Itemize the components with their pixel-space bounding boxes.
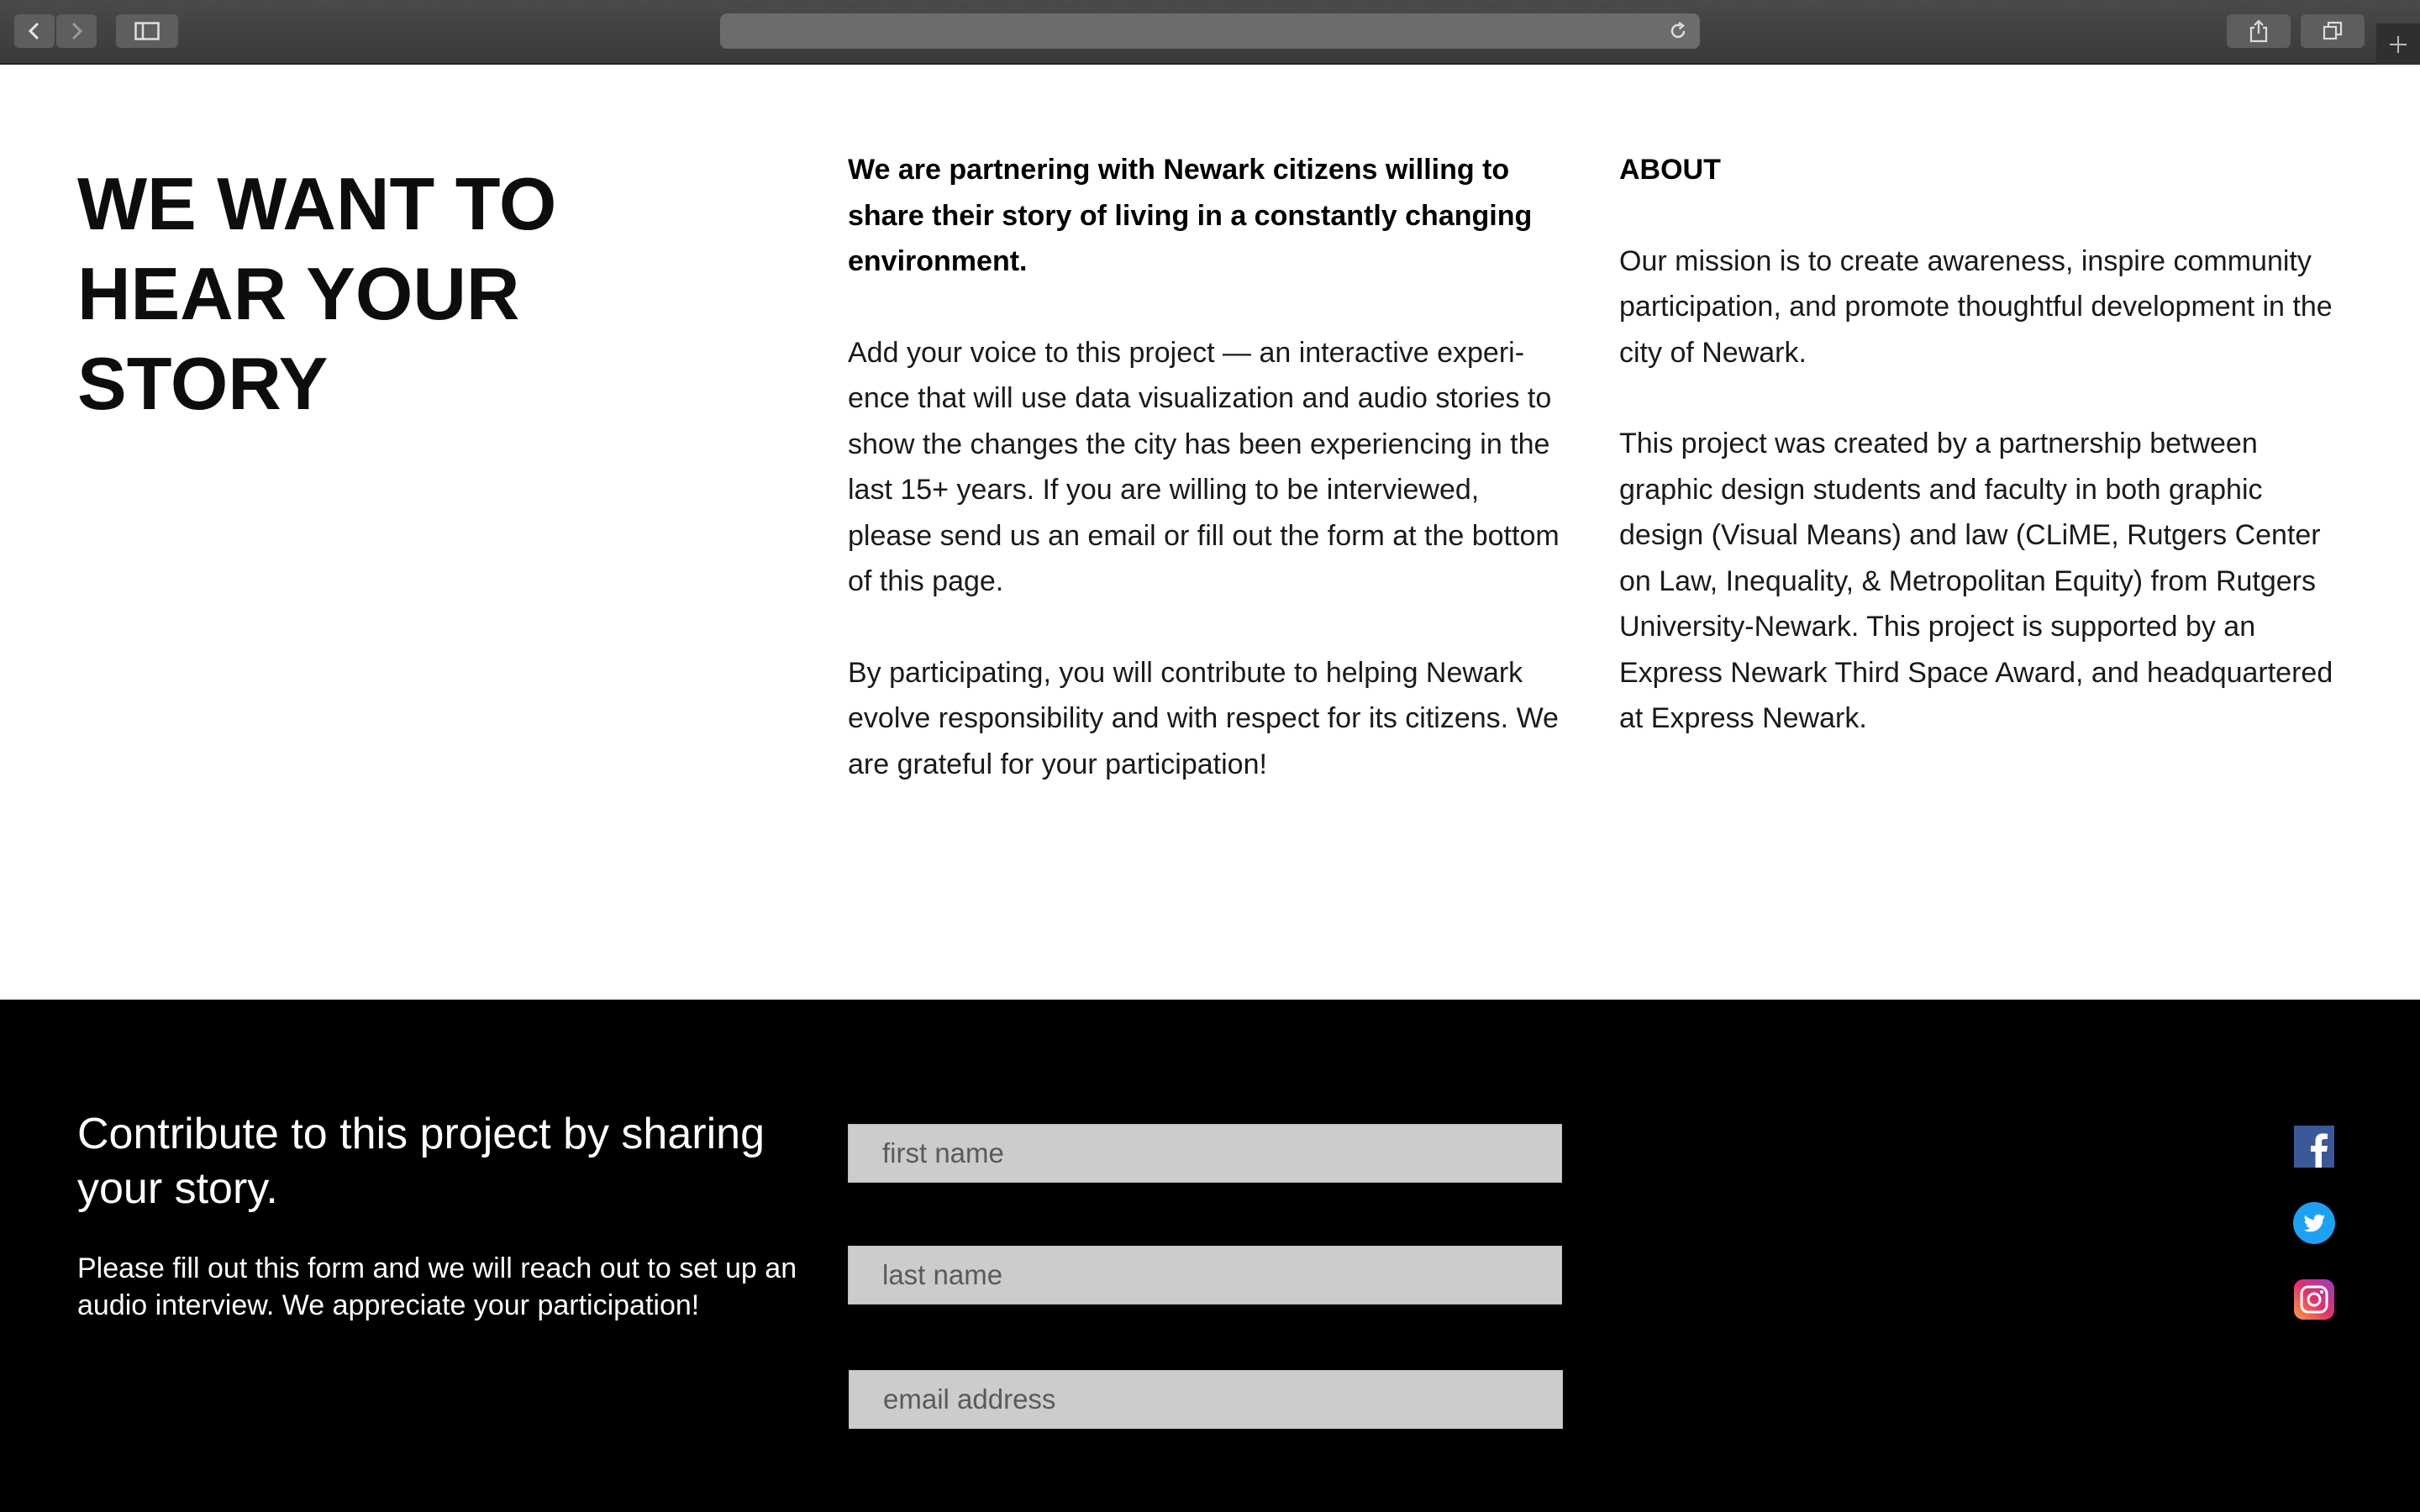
back-button[interactable] (14, 14, 55, 48)
intro-column (848, 147, 1562, 832)
last-name-field[interactable] (848, 1246, 1562, 1305)
facebook-link[interactable] (2293, 1126, 2335, 1168)
tabs-icon (2322, 20, 2344, 42)
intro-paragraph-2: By participating, you will contribute to helping Newark evolve responsibility and with respect for its citizens. We are grateful for your participation! (848, 656, 1559, 780)
page-title: WE WANT TO HEAR YOUR STORY (77, 162, 557, 425)
intro-paragraph-1: Add your voice to this project — an interactive experience that will use data visualization and audio stories to show the changes the city has been experiencing in the last 15+ years. If you are willing to be interviewed, please send us an email or fill out the form at the bottom of this page. (848, 336, 1560, 597)
instagram-link[interactable] (2293, 1278, 2335, 1320)
about-paragraph-2: This project was created by a partnership between graphic design students and faculty in both graphic design (Visual Means) and law (CLiME, Rutgers Center on Law, Inequality, & Metropolitan Equity) from Rutgers University-Newark. This project is supported by an Express Newark Third Space Award, and headquartered at Express Newark. (1619, 428, 2333, 734)
twitter-link[interactable] (2293, 1202, 2335, 1244)
about-heading: ABOUT (1619, 154, 1721, 186)
twitter-icon (2293, 1202, 2335, 1244)
contribute-text: Please fill out this form and we will reach out to set up an audio interview. We appreciate your participation! (77, 1252, 797, 1321)
about-column (1619, 147, 2333, 787)
email-field[interactable] (849, 1370, 1563, 1429)
reload-icon[interactable] (1668, 21, 1688, 41)
new-tab-button[interactable] (2376, 24, 2420, 66)
browser-toolbar (0, 0, 2420, 65)
chevron-right-icon (68, 21, 85, 41)
share-button[interactable] (2227, 14, 2291, 48)
sidebar-button[interactable] (116, 14, 178, 48)
contribute-section (0, 1000, 2420, 1512)
share-icon (2249, 19, 2269, 43)
about-paragraph-1: Our mission is to create awareness, inspire community participation, and promote thoughtful development in the city of Newark. (1619, 244, 2333, 369)
sidebar-icon (134, 22, 160, 40)
forward-button[interactable] (56, 14, 97, 48)
plus-icon (2387, 34, 2409, 55)
intro-section (0, 65, 2420, 1000)
first-name-field[interactable] (848, 1124, 1562, 1183)
chevron-left-icon (26, 21, 43, 41)
tabs-button[interactable] (2301, 14, 2365, 48)
intro-lead: We are partnering with Newark citizens willing to share their story of living in a constantly changing environment. (848, 154, 1533, 277)
instagram-icon (2294, 1279, 2334, 1320)
address-bar[interactable] (720, 13, 1700, 49)
contribute-title: Contribute to this project by sharing your story. (77, 1110, 765, 1213)
facebook-icon (2294, 1126, 2334, 1168)
